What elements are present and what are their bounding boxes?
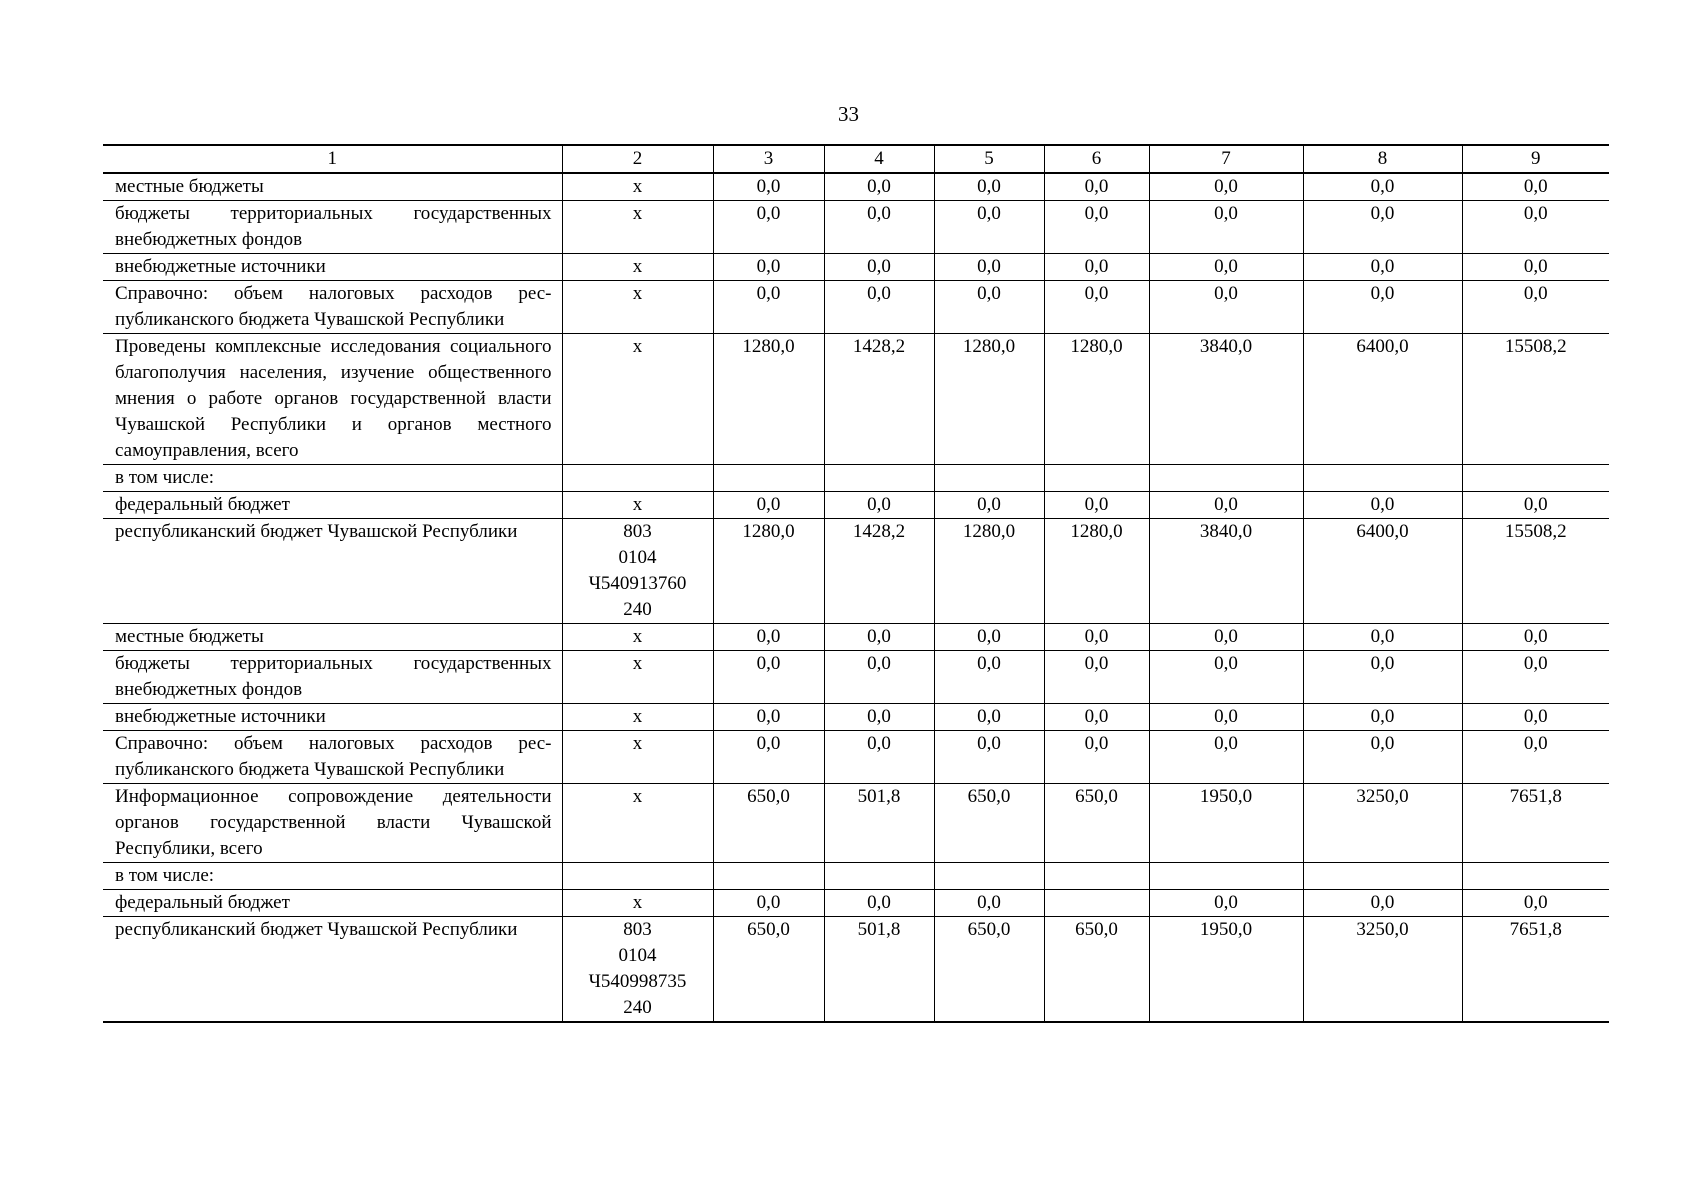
value-cell: 1280,0 bbox=[934, 334, 1044, 465]
table-row bbox=[103, 784, 1609, 863]
row-label: бюджеты территориальных государственных внебюджетных фондов bbox=[103, 201, 562, 254]
budget-code-line: 240 bbox=[623, 997, 652, 1018]
budget-code-cell bbox=[562, 651, 713, 704]
value-cell: 0,0 bbox=[824, 704, 934, 731]
value-cell: 0,0 bbox=[1303, 201, 1462, 254]
value-cell: 0,0 bbox=[1044, 173, 1149, 201]
row-label: федеральный бюджет bbox=[103, 492, 562, 519]
budget-code-cell bbox=[562, 784, 713, 863]
budget-code-line: 240 bbox=[623, 599, 652, 620]
table-row bbox=[103, 863, 1609, 890]
value-cell: 501,8 bbox=[824, 784, 934, 863]
row-label: местные бюджеты bbox=[103, 624, 562, 651]
budget-code-cell bbox=[562, 863, 713, 890]
value-cell: 0,0 bbox=[1044, 281, 1149, 334]
row-label: Справочно: объем налоговых расходов республиканского бюджета Чувашской Республики bbox=[103, 281, 562, 334]
value-cell: 0,0 bbox=[1462, 201, 1609, 254]
column-header: 5 bbox=[934, 145, 1044, 173]
value-cell: 0,0 bbox=[934, 492, 1044, 519]
row-label: Проведены комплексные исследования социального благополучия населения, изучение общественного мнения о работе органов государственной власти Чувашской Республики и органов местного самоуправления, всего bbox=[103, 334, 562, 465]
column-header: 1 bbox=[103, 145, 562, 173]
value-cell bbox=[1044, 465, 1149, 492]
value-cell: 0,0 bbox=[713, 201, 824, 254]
budget-code-line: х bbox=[632, 203, 643, 224]
value-cell: 0,0 bbox=[1149, 281, 1303, 334]
budget-code-cell bbox=[562, 890, 713, 917]
row-label: республиканский бюджет Чувашской Республики bbox=[103, 519, 562, 624]
budget-code-cell bbox=[562, 624, 713, 651]
value-cell: 0,0 bbox=[934, 731, 1044, 784]
value-cell: 0,0 bbox=[1303, 492, 1462, 519]
table-row bbox=[103, 173, 1609, 201]
value-cell: 0,0 bbox=[1303, 624, 1462, 651]
value-cell: 0,0 bbox=[1462, 254, 1609, 281]
value-cell: 0,0 bbox=[1462, 704, 1609, 731]
budget-code-line: х bbox=[632, 494, 643, 515]
value-cell: 0,0 bbox=[1462, 492, 1609, 519]
value-cell: 0,0 bbox=[713, 624, 824, 651]
value-cell bbox=[713, 863, 824, 890]
row-label: внебюджетные источники bbox=[103, 704, 562, 731]
budget-code-line: х bbox=[632, 892, 643, 913]
row-label: в том числе: bbox=[103, 465, 562, 492]
table-row bbox=[103, 201, 1609, 254]
row-label: республиканский бюджет Чувашской Республики bbox=[103, 917, 562, 1023]
budget-code-cell bbox=[562, 201, 713, 254]
table-row bbox=[103, 465, 1609, 492]
value-cell: 0,0 bbox=[713, 890, 824, 917]
column-header: 4 bbox=[824, 145, 934, 173]
value-cell: 0,0 bbox=[934, 704, 1044, 731]
value-cell: 0,0 bbox=[1149, 624, 1303, 651]
row-label: бюджеты территориальных государственных внебюджетных фондов bbox=[103, 651, 562, 704]
budget-code-cell bbox=[562, 173, 713, 201]
value-cell bbox=[1303, 863, 1462, 890]
value-cell: 0,0 bbox=[1044, 651, 1149, 704]
value-cell: 1950,0 bbox=[1149, 784, 1303, 863]
table-row bbox=[103, 519, 1609, 624]
value-cell: 0,0 bbox=[934, 624, 1044, 651]
value-cell bbox=[934, 863, 1044, 890]
budget-code-line: 803 bbox=[623, 521, 652, 542]
budget-code-cell bbox=[562, 334, 713, 465]
value-cell bbox=[824, 863, 934, 890]
value-cell: 3250,0 bbox=[1303, 784, 1462, 863]
budget-code-line: х bbox=[632, 176, 643, 197]
budget-code-line: х bbox=[632, 706, 643, 727]
budget-code-line: х bbox=[632, 653, 643, 674]
value-cell: 0,0 bbox=[824, 890, 934, 917]
value-cell: 0,0 bbox=[1462, 281, 1609, 334]
budget-code-line: Ч540913760 bbox=[588, 573, 687, 594]
budget-code-line: 0104 bbox=[618, 547, 657, 568]
value-cell: 0,0 bbox=[1149, 651, 1303, 704]
table-row bbox=[103, 890, 1609, 917]
row-label: внебюджетные источники bbox=[103, 254, 562, 281]
budget-code-cell bbox=[562, 281, 713, 334]
value-cell: 0,0 bbox=[1044, 704, 1149, 731]
value-cell bbox=[1044, 863, 1149, 890]
value-cell: 0,0 bbox=[824, 281, 934, 334]
value-cell: 0,0 bbox=[1303, 731, 1462, 784]
budget-code-cell bbox=[562, 519, 713, 624]
budget-code-cell bbox=[562, 917, 713, 1023]
value-cell: 0,0 bbox=[824, 201, 934, 254]
value-cell: 0,0 bbox=[934, 201, 1044, 254]
table-row bbox=[103, 254, 1609, 281]
value-cell: 0,0 bbox=[934, 254, 1044, 281]
value-cell: 3250,0 bbox=[1303, 917, 1462, 1023]
table-row bbox=[103, 334, 1609, 465]
value-cell: 0,0 bbox=[934, 890, 1044, 917]
budget-code-line: х bbox=[632, 733, 643, 754]
value-cell: 0,0 bbox=[1462, 890, 1609, 917]
budget-code-cell bbox=[562, 731, 713, 784]
value-cell: 3840,0 bbox=[1149, 334, 1303, 465]
value-cell bbox=[1044, 890, 1149, 917]
value-cell: 7651,8 bbox=[1462, 784, 1609, 863]
column-header: 6 bbox=[1044, 145, 1149, 173]
value-cell: 1280,0 bbox=[934, 519, 1044, 624]
budget-code-line: х bbox=[632, 626, 643, 647]
value-cell: 0,0 bbox=[713, 651, 824, 704]
value-cell: 6400,0 bbox=[1303, 334, 1462, 465]
value-cell: 6400,0 bbox=[1303, 519, 1462, 624]
value-cell: 0,0 bbox=[824, 651, 934, 704]
row-label: Информационное сопровождение деятельности органов государственной власти Чувашской Республики, всего bbox=[103, 784, 562, 863]
value-cell: 0,0 bbox=[1044, 201, 1149, 254]
value-cell: 0,0 bbox=[824, 173, 934, 201]
table-row bbox=[103, 492, 1609, 519]
table-row bbox=[103, 704, 1609, 731]
value-cell: 1280,0 bbox=[1044, 334, 1149, 465]
value-cell: 0,0 bbox=[934, 651, 1044, 704]
value-cell: 1280,0 bbox=[713, 334, 824, 465]
value-cell: 1428,2 bbox=[824, 519, 934, 624]
row-label: Справочно: объем налоговых расходов республиканского бюджета Чувашской Республики bbox=[103, 731, 562, 784]
budget-code-cell bbox=[562, 492, 713, 519]
value-cell: 650,0 bbox=[1044, 917, 1149, 1023]
budget-code-line: х bbox=[632, 786, 643, 807]
value-cell: 0,0 bbox=[1149, 201, 1303, 254]
page-number: 33 bbox=[838, 102, 859, 126]
table-row bbox=[103, 624, 1609, 651]
row-label: местные бюджеты bbox=[103, 173, 562, 201]
value-cell: 0,0 bbox=[1149, 731, 1303, 784]
table-row bbox=[103, 917, 1609, 1023]
value-cell: 0,0 bbox=[1149, 492, 1303, 519]
table-row bbox=[103, 281, 1609, 334]
row-label: в том числе: bbox=[103, 863, 562, 890]
value-cell: 0,0 bbox=[1462, 624, 1609, 651]
value-cell bbox=[713, 465, 824, 492]
value-cell: 0,0 bbox=[824, 731, 934, 784]
value-cell: 0,0 bbox=[1303, 254, 1462, 281]
value-cell bbox=[1149, 863, 1303, 890]
value-cell: 650,0 bbox=[713, 917, 824, 1023]
value-cell: 0,0 bbox=[934, 173, 1044, 201]
value-cell: 1280,0 bbox=[713, 519, 824, 624]
value-cell: 1280,0 bbox=[1044, 519, 1149, 624]
value-cell: 0,0 bbox=[1149, 890, 1303, 917]
value-cell: 1428,2 bbox=[824, 334, 934, 465]
value-cell: 0,0 bbox=[1462, 173, 1609, 201]
budget-code-cell bbox=[562, 254, 713, 281]
value-cell: 0,0 bbox=[824, 254, 934, 281]
value-cell: 650,0 bbox=[934, 917, 1044, 1023]
value-cell: 15508,2 bbox=[1462, 334, 1609, 465]
value-cell: 650,0 bbox=[934, 784, 1044, 863]
value-cell: 0,0 bbox=[713, 731, 824, 784]
value-cell: 0,0 bbox=[713, 492, 824, 519]
value-cell: 650,0 bbox=[1044, 784, 1149, 863]
value-cell: 501,8 bbox=[824, 917, 934, 1023]
value-cell: 0,0 bbox=[1303, 704, 1462, 731]
value-cell: 0,0 bbox=[1044, 624, 1149, 651]
value-cell: 0,0 bbox=[824, 624, 934, 651]
value-cell: 0,0 bbox=[1149, 254, 1303, 281]
value-cell: 0,0 bbox=[1303, 890, 1462, 917]
budget-code-cell bbox=[562, 704, 713, 731]
value-cell: 0,0 bbox=[1303, 281, 1462, 334]
budget-code-cell bbox=[562, 465, 713, 492]
budget-table bbox=[103, 144, 1609, 1023]
header-row bbox=[103, 145, 1609, 173]
value-cell: 0,0 bbox=[1044, 254, 1149, 281]
value-cell: 0,0 bbox=[934, 281, 1044, 334]
table-row bbox=[103, 651, 1609, 704]
table-row bbox=[103, 731, 1609, 784]
value-cell: 0,0 bbox=[1303, 173, 1462, 201]
value-cell: 7651,8 bbox=[1462, 917, 1609, 1023]
budget-code-line: х bbox=[632, 336, 643, 357]
budget-code-line: х bbox=[632, 256, 643, 277]
value-cell: 0,0 bbox=[713, 173, 824, 201]
value-cell bbox=[1462, 465, 1609, 492]
value-cell bbox=[1462, 863, 1609, 890]
value-cell: 0,0 bbox=[1303, 651, 1462, 704]
value-cell: 0,0 bbox=[713, 281, 824, 334]
value-cell: 0,0 bbox=[1149, 704, 1303, 731]
budget-code-line: Ч540998735 bbox=[588, 971, 687, 992]
value-cell: 0,0 bbox=[713, 254, 824, 281]
value-cell bbox=[1303, 465, 1462, 492]
budget-code-line: х bbox=[632, 283, 643, 304]
value-cell: 0,0 bbox=[824, 492, 934, 519]
value-cell bbox=[934, 465, 1044, 492]
column-header: 2 bbox=[562, 145, 713, 173]
value-cell: 0,0 bbox=[1044, 731, 1149, 784]
value-cell bbox=[1149, 465, 1303, 492]
value-cell: 15508,2 bbox=[1462, 519, 1609, 624]
value-cell: 0,0 bbox=[1149, 173, 1303, 201]
value-cell: 0,0 bbox=[1044, 492, 1149, 519]
value-cell: 0,0 bbox=[1462, 651, 1609, 704]
column-header: 9 bbox=[1462, 145, 1609, 173]
value-cell bbox=[824, 465, 934, 492]
value-cell: 0,0 bbox=[1462, 731, 1609, 784]
value-cell: 1950,0 bbox=[1149, 917, 1303, 1023]
column-header: 8 bbox=[1303, 145, 1462, 173]
value-cell: 0,0 bbox=[713, 704, 824, 731]
column-header: 7 bbox=[1149, 145, 1303, 173]
value-cell: 650,0 bbox=[713, 784, 824, 863]
value-cell: 3840,0 bbox=[1149, 519, 1303, 624]
row-label: федеральный бюджет bbox=[103, 890, 562, 917]
column-header: 3 bbox=[713, 145, 824, 173]
budget-code-line: 803 bbox=[623, 919, 652, 940]
budget-code-line: 0104 bbox=[618, 945, 657, 966]
